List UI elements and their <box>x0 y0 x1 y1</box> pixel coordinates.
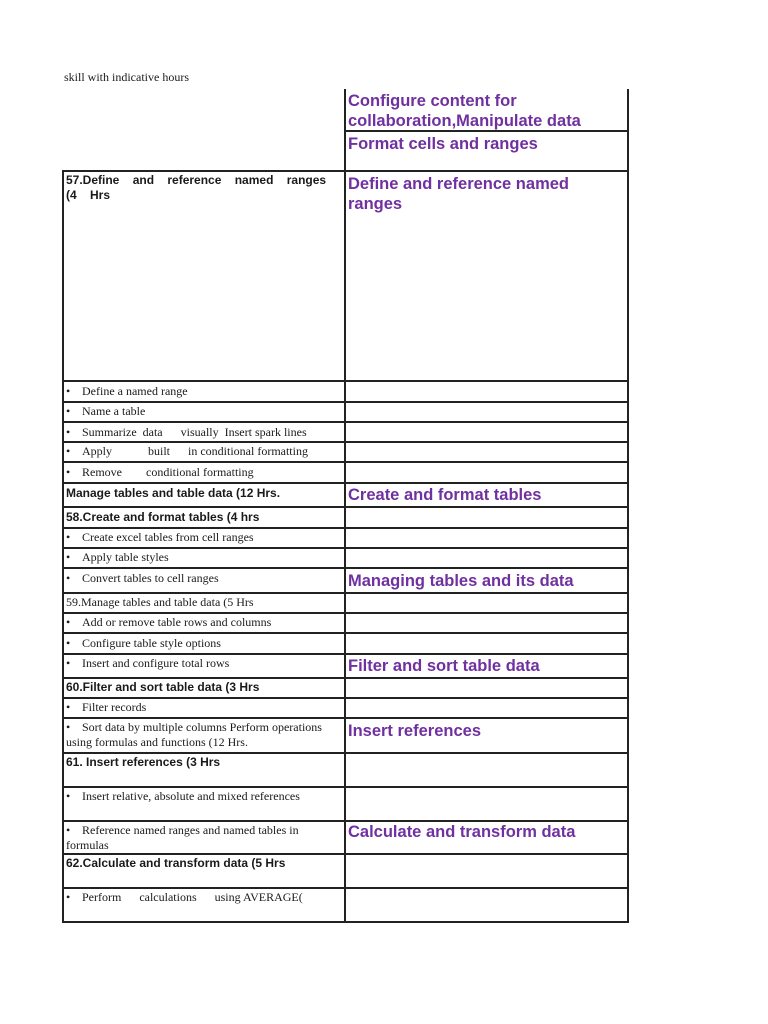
heading-format-cells: Format cells and ranges <box>348 135 538 153</box>
bullet-icon: • <box>66 404 71 418</box>
bullet-icon: • <box>66 615 71 629</box>
bullet-icon: • <box>66 823 71 837</box>
bullet-icon: • <box>66 890 71 904</box>
intro-text: skill with indicative hours <box>64 70 189 84</box>
list-item: • Sort data by multiple columns Perform operations using formulas and functions (12 Hrs. <box>66 720 322 749</box>
bullet-icon: • <box>66 700 71 714</box>
list-item: • Convert tables to cell ranges <box>66 571 219 585</box>
list-item: • Add or remove table rows and columns <box>66 615 272 629</box>
heading-create-format-tables: Create and format tables <box>348 486 542 504</box>
list-item: • Create excel tables from cell ranges <box>66 530 254 544</box>
bullet-icon: • <box>66 789 71 803</box>
table-border-bottom <box>62 921 629 923</box>
list-item: • Name a table <box>66 404 146 418</box>
section-61-title: 61. Insert references (3 Hrs <box>66 755 221 769</box>
row-border <box>62 461 629 463</box>
section-58-title: 58.Create and format tables (4 hrs <box>66 510 260 524</box>
bullet-icon: • <box>66 465 71 479</box>
bullet-icon: • <box>66 571 71 585</box>
bullet-icon: • <box>66 530 71 544</box>
group-manage-tables-title: Manage tables and table data (12 Hrs. <box>66 486 281 500</box>
section-57-title: 57.Define and reference named ranges (4 Hrs <box>66 173 327 202</box>
bullet-icon: • <box>66 444 71 458</box>
section-59-title: 59.Manage tables and table data (5 Hrs <box>66 595 254 609</box>
bullet-icon: • <box>66 425 71 439</box>
list-item: • Summarize data visually Insert spark lines <box>66 425 307 439</box>
row-border <box>62 421 629 423</box>
heading-filter-sort: Filter and sort table data <box>348 657 540 675</box>
bullet-icon: • <box>66 384 71 398</box>
bullet-icon: • <box>66 720 71 734</box>
row-border <box>62 506 629 508</box>
list-item: • Perform calculations using AVERAGE( <box>66 890 303 904</box>
row-border <box>62 380 629 382</box>
list-item: • Insert relative, absolute and mixed references <box>66 789 300 803</box>
section-60-title: 60.Filter and sort table data (3 Hrs <box>66 680 260 694</box>
bullet-icon: • <box>66 636 71 650</box>
bullet-icon: • <box>66 656 71 670</box>
list-item: • Define a named range <box>66 384 188 398</box>
heading-managing-tables: Managing tables and its data <box>348 572 574 590</box>
heading-calculate-transform: Calculate and transform data <box>348 823 576 841</box>
list-item: • Configure table style options <box>66 636 221 650</box>
row-border <box>62 567 629 569</box>
list-item: • Remove conditional formatting <box>66 465 254 479</box>
list-item: • Filter records <box>66 700 147 714</box>
row-border <box>62 632 629 634</box>
list-item: • Insert and configure total rows <box>66 656 230 670</box>
list-item: • Apply table styles <box>66 550 169 564</box>
heading-insert-references: Insert references <box>348 722 481 740</box>
list-item: • Apply built in conditional formatting <box>66 444 308 458</box>
heading-define-named-ranges: Define and reference named ranges <box>348 175 569 213</box>
bullet-icon: • <box>66 550 71 564</box>
list-item: • Reference named ranges and named tables in formulas <box>66 823 299 852</box>
section-62-title: 62.Calculate and transform data (5 Hrs <box>66 856 286 870</box>
heading-configure-content: Configure content for collaboration,Manipulate data <box>348 92 581 130</box>
